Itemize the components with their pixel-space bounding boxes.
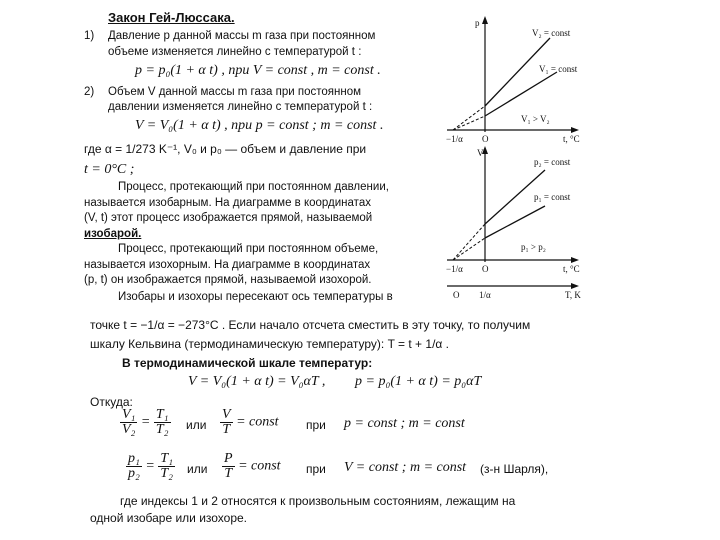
graph2	[446, 146, 580, 274]
whence-row1-at: при	[306, 418, 326, 432]
isochor-line4: Изобары и изохоры пересекают ось температуры в	[118, 291, 393, 303]
graph2-neg-label: −1/α	[446, 264, 463, 274]
whence-row2-at: при	[306, 462, 326, 476]
graph1-origin: O	[482, 134, 489, 144]
kelvin-label: T, K	[565, 290, 581, 300]
thermo-formula-v: V = V₀(1 + α t) = V₀αT ,	[188, 374, 326, 389]
kelvin-axis-arrow	[571, 283, 579, 289]
frac-p1-p2: $\frac{\text{p₁}}{\text{p₂}}$	[128, 451, 140, 481]
graph1-top-label: V₂ = const	[532, 28, 571, 38]
frac-v-t: $\frac{V}{T}$	[222, 407, 231, 437]
graph1-y-arrow	[482, 16, 488, 24]
graph1	[446, 16, 580, 144]
where-line1: где α = 1/273 K⁻¹, V₀ и p₀ — объем и давление при	[84, 142, 367, 156]
frac-t1-t2: $\frac{\text{T₁}}{\text{T₂}}$	[155, 407, 169, 437]
whence-row1: $\frac{\text{V₁}}{\text{V₂}}$ = $\frac{\text{T₁}}{\text{T₂}}$	[122, 407, 169, 437]
whence-row1-cond: p = const ; m = const	[344, 416, 465, 431]
isobar-line3: (V, t) этот процесс изображается прямой, называемой	[84, 212, 373, 224]
frac-p-t: $\frac{P}{T}$	[224, 451, 233, 481]
item2-formula: V = V₀(1 + α t) , при p = const ; m = const .	[135, 118, 384, 133]
point-line2: шкалу Кельвина (термодинамическую температуру): T = t + 1/α .	[90, 337, 450, 351]
where-line2: t = 0°C ;	[84, 162, 135, 177]
item1-number: 1)	[84, 30, 95, 42]
graph1-relation: V₁ > V₂	[521, 114, 550, 124]
isobar-line1: Процесс, протекающий при постоянном давлении,	[118, 181, 389, 193]
kelvin-origin: O	[453, 290, 460, 300]
frac-t1-t2-b: $\frac{\text{T₁}}{\text{T₂}}$	[160, 451, 173, 481]
whence-row2-cond: V = const ; m = const	[344, 460, 467, 475]
isobar-term: изобарой.	[84, 228, 142, 240]
graphs-figure	[445, 10, 595, 300]
whence-row2-or: или	[187, 462, 208, 476]
footer-line1: где индексы 1 и 2 относятся к произвольным состояниям, лежащим на	[120, 494, 516, 508]
graph2-origin: O	[482, 264, 489, 274]
item1-line2: объеме изменяется линейно с температурой t :	[108, 46, 362, 58]
graph2-relation: p₁ > p₂	[521, 242, 546, 252]
graph1-neg-label: −1/α	[446, 134, 463, 144]
item1-line1: Давление p данной массы m газа при постоянном	[108, 30, 376, 42]
whence-row2: $\frac{\text{p₁}}{\text{p₂}}$ = $\frac{\text{T₁}}{\text{T₂}}$	[128, 451, 173, 481]
isochor-line1: Процесс, протекающий при постоянном объеме,	[118, 243, 379, 255]
graph1-x-arrow	[571, 127, 579, 133]
item2-line1: Объем V данной массы m газа при постоянном	[108, 86, 362, 98]
frac-v1-v2: $\frac{\text{V₁}}{\text{V₂}}$	[122, 407, 136, 437]
graph1-bot-label: V₁ = const	[539, 64, 578, 74]
graph2-top-label: p₂ = const	[534, 157, 571, 167]
kelvin-tick: 1/α	[479, 290, 491, 300]
graph2-bot-label: p₁ = const	[534, 192, 571, 202]
whence-label: Откуда:	[90, 395, 133, 409]
graph2-isobar-p1	[485, 206, 545, 238]
thermo-formula-p: p = p₀(1 + α t) = p₀αT	[355, 374, 482, 389]
graph2-x-arrow	[571, 257, 579, 263]
graph2-extrap-top	[453, 224, 485, 260]
whence-row1-or: или	[186, 418, 207, 432]
whence-row1-const: $\frac{V}{T}$ = const	[222, 407, 279, 437]
graph1-x-label: t, °C	[563, 134, 580, 144]
graph1-extrap-top	[453, 106, 485, 130]
isochor-line3: (p, t) он изображается прямой, называемой изохорой.	[84, 274, 372, 286]
charles-law: (з-н Шарля),	[480, 462, 549, 476]
graph2-x-label: t, °C	[563, 264, 580, 274]
isochor-line2: называется изохорным. На диаграмме в координатах	[84, 259, 371, 271]
page-title: Закон Гей-Люссака.	[108, 10, 235, 25]
graph2-y-label: V	[477, 148, 484, 158]
graph2-extrap-bot	[453, 238, 485, 260]
item1-formula: p = p₀(1 + α t) , при V = const , m = const .	[135, 63, 381, 78]
graph1-y-label: p	[475, 18, 480, 28]
point-line1: точке t = −1/α = −273°C . Если начало отсчета сместить в эту точку, то получим	[90, 318, 531, 332]
item2-number: 2)	[84, 86, 95, 98]
kelvin-axis	[447, 283, 581, 300]
graph1-extrap-bot	[453, 116, 485, 130]
whence-row2-const: $\frac{P}{T}$ = const	[224, 451, 281, 481]
thermo-heading: В термодинамической шкале температур:	[122, 356, 373, 370]
item2-line2: давлении изменяется линейно с температурой t :	[108, 101, 373, 113]
footer-line2: одной изобаре или изохоре.	[90, 511, 248, 525]
isobar-line2: называется изобарным. На диаграмме в координатах	[84, 197, 371, 209]
